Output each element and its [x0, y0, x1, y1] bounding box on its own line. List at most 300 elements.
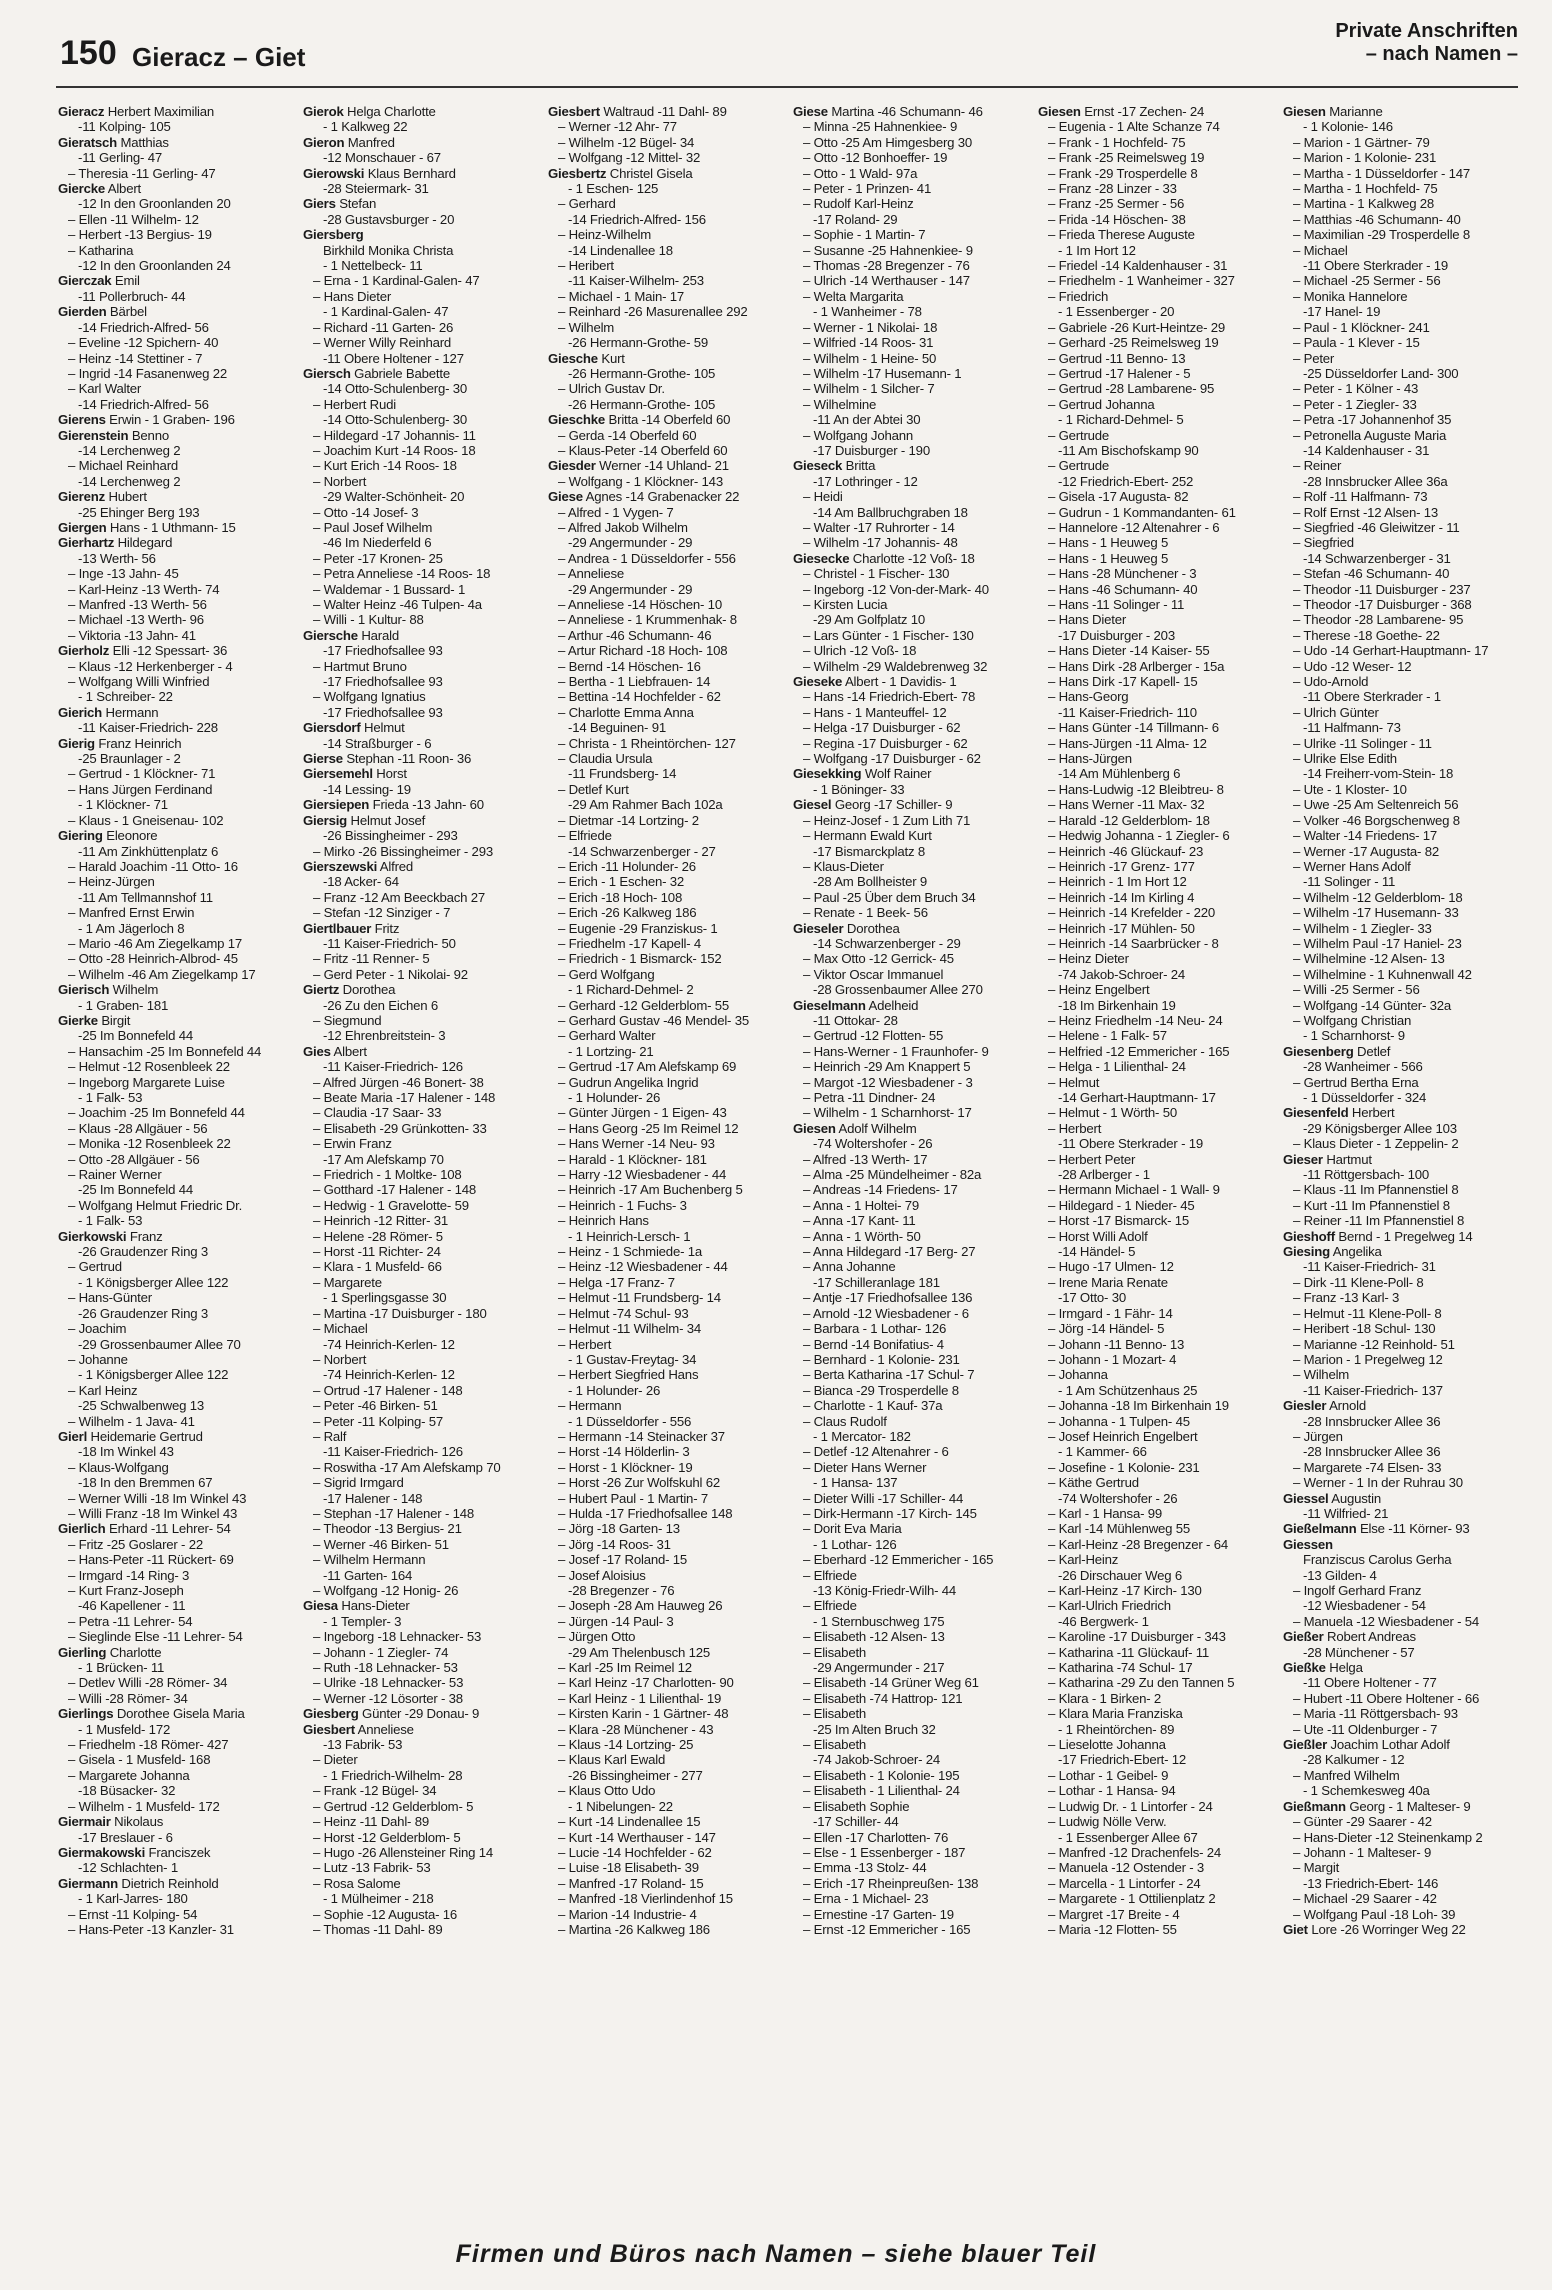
address-line: -74 Jakob-Schroer- 24: [813, 1752, 941, 1768]
section-title-line2: – nach Namen –: [1365, 43, 1518, 65]
directory-entry-line: – Thomas -28 Bregenzer - 76: [803, 258, 970, 274]
entry-details: Anneliese: [354, 1721, 414, 1737]
address-line: -46 Im Niederfeld 6: [323, 535, 432, 551]
directory-entry-line: – Joachim: [68, 1321, 127, 1337]
directory-entry-line: – Andreas -14 Friedens- 17: [803, 1182, 958, 1198]
address-line: - 1 Richard-Dehmel- 5: [1058, 412, 1184, 428]
surname: Gieschke: [548, 412, 606, 428]
address-line: - 1 Am Schützenhaus 25: [1058, 1382, 1198, 1398]
directory-entry-surname-line: [1283, 1398, 1520, 1413]
directory-entry-line: – Harald -12 Gelderblom- 18: [1048, 812, 1210, 828]
surname: Giesecke: [793, 550, 850, 566]
surname: Giesen: [1038, 104, 1081, 119]
directory-entry-line: – Sophie - 1 Martin- 7: [803, 227, 926, 243]
entry-details: Wolf Rainer: [861, 766, 932, 782]
surname: Gierisch: [58, 982, 110, 998]
directory-entry-line: – Herbert Peter: [1048, 1151, 1136, 1167]
directory-entry-line: – Udo-Arnold: [1293, 674, 1369, 690]
address-line: -28 Innsbrucker Allee 36: [1303, 1413, 1441, 1429]
surname: Gierens: [58, 412, 106, 428]
directory-entry-surname-line: [1283, 1044, 1520, 1059]
entry-details: Franz Heinrich: [94, 735, 182, 751]
directory-entry-line: – Reinhard -26 Masurenallee 292: [558, 304, 748, 320]
directory-entry-line: – Gabriele -26 Kurt-Heintze- 29: [1048, 319, 1226, 335]
address-line: - 1 Kalkweg 22: [323, 119, 408, 135]
surname: Giesel: [793, 797, 832, 813]
address-line: -28 Gustavsburger - 20: [323, 211, 455, 227]
directory-entry-line: – Ute -11 Oldenburger - 7: [1293, 1721, 1438, 1737]
address-line: -11 Garten- 164: [323, 1567, 413, 1583]
directory-entry-line: – Marion - 1 Pregelweg 12: [1293, 1351, 1443, 1367]
directory-entry-line: – Hans -28 Münchener - 3: [1048, 566, 1197, 582]
directory-entry-line: – Bianca -29 Trosperdelle 8: [803, 1382, 959, 1398]
directory-entry-line: – Ulrich Günter: [1293, 704, 1379, 720]
surname: Giesder: [548, 458, 596, 474]
directory-entry-line: – Gertrud -28 Lambarene- 95: [1048, 381, 1215, 397]
address-line: -11 Am Zinkhüttenplatz 6: [78, 843, 219, 859]
address-line: -11 Kaiser-Friedrich- 126: [323, 1059, 463, 1075]
directory-entry-surname-line: [1283, 104, 1520, 119]
directory-entry-line: – Maria -12 Flotten- 55: [1048, 1921, 1177, 1937]
entry-details: Stefan: [335, 196, 377, 212]
directory-entry-line: – Klaus -12 Herkenberger - 4: [68, 658, 233, 674]
directory-entry-line: – Therese -18 Goethe- 22: [1293, 627, 1440, 643]
section-title: [1335, 20, 1518, 66]
directory-entry-line: – Willi -25 Sermer - 56: [1293, 982, 1420, 998]
directory-entry-line: – Hulda -17 Friedhofsallee 148: [558, 1505, 733, 1521]
entry-details: Martina -46 Schumann- 46: [827, 104, 983, 119]
entry-details: Arnold: [1326, 1398, 1366, 1414]
directory-entry-line: – Paul Josef Wilhelm: [313, 519, 433, 535]
directory-entry-line: – Horst -17 Bismarck- 15: [1048, 1213, 1190, 1229]
directory-entry-line: – Manfred Ernst Erwin: [68, 905, 195, 921]
address-line: -25 Im Bonnefeld 44: [78, 1182, 193, 1198]
surname: Gieser: [1283, 1151, 1323, 1167]
directory-entry-line: – Elisabeth: [803, 1737, 867, 1753]
surname: Giersche: [303, 627, 358, 643]
directory-entry-line: – Karl -14 Mühlenweg 55: [1048, 1521, 1191, 1537]
directory-entry-line: – Marion - 1 Gärtner- 79: [1293, 134, 1430, 150]
directory-entry-surname-line: [58, 304, 295, 319]
address-line: -14 Lerchenweg 2: [78, 473, 181, 489]
entry-details: Franciszek: [145, 1844, 211, 1860]
directory-entry-line: – Wolfgang Helmut Friedric Dr.: [68, 1197, 243, 1213]
directory-entry-line: – Wilhelmine - 1 Kuhnenwall 42: [1293, 966, 1472, 982]
address-line: - 1 Kolonie- 146: [1303, 119, 1393, 135]
directory-entry-line: – Gertrude: [1048, 427, 1110, 443]
directory-entry-line: – Helmut: [1048, 1074, 1100, 1090]
address-line: -14 Straßburger - 6: [323, 735, 432, 751]
directory-entry-line: – Karl-Heinz -13 Werth- 74: [68, 581, 220, 597]
directory-entry-line: – Heinz-Wilhelm: [558, 227, 651, 243]
directory-entry-line: – Anna -17 Kant- 11: [803, 1213, 916, 1229]
address-line: Franziscus Carolus Gerha: [1303, 1552, 1452, 1568]
directory-entry-line: – Karoline -17 Duisburger - 343: [1048, 1629, 1226, 1645]
address-line: -17 Am Alefskamp 70: [323, 1151, 444, 1167]
directory-entry-surname-line: [58, 736, 295, 751]
address-line: -74 Woltershofer - 26: [1058, 1490, 1178, 1506]
directory-entry-surname-line: [58, 181, 295, 196]
directory-entry-line: – Harald - 1 Klöckner- 181: [558, 1151, 707, 1167]
directory-entry-line: – Elisabeth: [803, 1644, 867, 1660]
directory-entry-line: – Hans - 1 Manteuffel- 12: [803, 704, 947, 720]
address-line: -11 Kolping- 105: [78, 119, 171, 135]
address-line: - 1 Böninger- 33: [813, 781, 905, 797]
directory-entry-line: – Udo -12 Weser- 12: [1293, 658, 1412, 674]
directory-column-6: [1283, 104, 1520, 2234]
directory-entry-line: – Petra -17 Johannenhof 35: [1293, 412, 1452, 428]
directory-entry-line: – Hedwig - 1 Gravelotte- 59: [313, 1197, 469, 1213]
directory-entry-line: – Susanne -25 Hahnenkiee- 9: [803, 242, 973, 258]
address-line: -11 Kaiser-Friedrich- 50: [323, 935, 456, 951]
directory-entry-line: – Heribert -18 Schul- 130: [1293, 1321, 1436, 1337]
surname: Giergen: [58, 519, 107, 535]
address-line: -29 Angermunder - 29: [568, 581, 693, 597]
directory-entry-line: – Karl-Heinz: [1048, 1552, 1119, 1568]
address-line: -11 Solinger - 11: [1303, 874, 1396, 890]
directory-entry-surname-line: [303, 1706, 540, 1721]
address-line: -11 Halfmann- 73: [1303, 720, 1401, 736]
address-line: - 1 Falk- 53: [78, 1213, 143, 1229]
directory-entry-line: – Werner Willy Reinhard: [313, 335, 452, 351]
directory-entry-line: – Walter Heinz -46 Tulpen- 4a: [313, 597, 482, 612]
directory-entry-line: – Luise -18 Elisabeth- 39: [558, 1860, 699, 1876]
address-line: -18 Im Birkenhain 19: [1058, 997, 1176, 1013]
directory-entry-surname-line: [58, 1814, 295, 1829]
directory-entry-surname-line: [1283, 1152, 1520, 1167]
directory-entry-surname-line: [58, 1521, 295, 1536]
address-line: -17 Roland- 29: [813, 211, 898, 227]
entry-details: Horst: [372, 766, 407, 782]
entry-details: Bernd - 1 Pregelweg 14: [1334, 1228, 1473, 1244]
address-line: -74 Heinrich-Kerlen- 12: [323, 1367, 455, 1383]
address-line: -26 Graudenzer Ring 3: [78, 1305, 208, 1321]
address-line: - 1 Rheintörchen- 89: [1058, 1721, 1175, 1737]
directory-entry-line: – Hans-Günter: [68, 1290, 152, 1306]
directory-entry-line: – Heinrich -14 Im Kirling 4: [1048, 889, 1195, 905]
directory-entry-line: – Harry -12 Wiesbadener - 44: [558, 1167, 727, 1183]
entry-details: Else -11 Körner- 93: [1356, 1521, 1470, 1537]
address-line: - 1 Brücken- 11: [78, 1660, 165, 1676]
directory-entry-surname-line: [303, 227, 540, 242]
directory-entry-line: – Karl-Heinz -17 Kirch- 130: [1048, 1583, 1202, 1598]
directory-entry-line: – Waldemar - 1 Bussard- 1: [313, 581, 466, 597]
directory-entry-line: – Werner Hans Adolf: [1293, 858, 1411, 874]
directory-entry-line: – Manfred -13 Werth- 56: [68, 597, 207, 612]
directory-entry-line: – Charlotte - 1 Kauf- 37a: [803, 1398, 943, 1414]
directory-entry-line: – Hans-Jürgen -11 Alma- 12: [1048, 735, 1207, 751]
directory-entry-line: – Elisabeth - 1 Kolonie- 195: [803, 1767, 960, 1783]
directory-entry-line: – Werner - 1 In der Ruhrau 30: [1293, 1475, 1463, 1491]
directory-entry-surname-line: [548, 166, 785, 181]
directory-entry-line: – Horst -11 Richter- 24: [313, 1244, 441, 1260]
address-line: -11 An der Abtei 30: [813, 412, 921, 428]
entry-details: Elli -12 Spessart- 36: [109, 643, 228, 659]
directory-entry-line: – Lars Günter - 1 Fischer- 130: [803, 627, 974, 643]
directory-entry-line: – Udo -14 Gerhart-Hauptmann- 17: [1293, 643, 1489, 659]
address-line: -26 Bissingheimer - 293: [323, 828, 458, 844]
directory-entry-line: – Wilhelm -12 Bügel- 34: [558, 134, 695, 150]
address-line: -14 Händel- 5: [1058, 1244, 1136, 1260]
directory-entry-line: – Hannelore -12 Altenahrer - 6: [1048, 519, 1220, 535]
directory-entry-surname-line: [303, 813, 540, 828]
directory-entry-surname-line: [548, 458, 785, 473]
address-line: -25 Düsseldorfer Land- 300: [1303, 365, 1459, 381]
directory-entry-line: – Klara - 1 Musfeld- 66: [313, 1259, 442, 1275]
directory-entry-line: – Herbert: [1048, 1120, 1102, 1136]
address-line: - 1 Essenberger - 20: [1058, 304, 1175, 320]
directory-entry-line: – Hermann -14 Steinacker 37: [558, 1428, 725, 1444]
directory-entry-line: – Regina -17 Duisburger - 62: [803, 735, 968, 751]
entry-details: Charlotte: [106, 1644, 162, 1660]
directory-entry-line: – Frank -25 Reimelsweg 19: [1048, 150, 1205, 166]
address-line: -29 Walter-Schönheit- 20: [323, 489, 465, 505]
directory-entry-line: – Otto -14 Josef- 3: [313, 504, 419, 520]
directory-entry-line: – Klaus Otto Udo: [558, 1783, 656, 1799]
directory-entry-line: – Helmut -74 Schul- 93: [558, 1305, 689, 1321]
directory-entry-line: – Eugenia - 1 Alte Schanze 74: [1048, 119, 1220, 135]
directory-entry-line: – Lieselotte Johanna: [1048, 1737, 1166, 1753]
directory-entry-line: – Heinz Engelbert: [1048, 982, 1150, 998]
entry-details: Agnes -14 Grabenacker 22: [582, 489, 740, 505]
directory-entry-line: – Karl Walter: [68, 381, 142, 397]
directory-entry-line: – Helga - 1 Lilienthal- 24: [1048, 1059, 1186, 1075]
address-line: -14 Freiherr-vom-Stein- 18: [1303, 766, 1454, 782]
surname: Giesa: [303, 1598, 338, 1614]
directory-entry-line: – Manuela -12 Wiesbadener - 54: [1293, 1613, 1480, 1629]
address-line: -46 Bergwerk- 1: [1058, 1613, 1149, 1629]
address-line: -26 Hermann-Grothe- 105: [568, 396, 716, 412]
surname: Gierenstein: [58, 427, 129, 443]
directory-entry-line: – Katharina -74 Schul- 17: [1048, 1660, 1193, 1676]
directory-entry-line: – Erich -26 Kalkweg 186: [558, 905, 697, 921]
directory-entry-line: – Helfried -12 Emmericher - 165: [1048, 1043, 1230, 1059]
surname: Gierczak: [58, 273, 112, 289]
directory-entry-line: – Friedrich - 1 Moltke- 108: [313, 1167, 462, 1183]
directory-entry-line: – Anneliese - 1 Krummenhak- 8: [558, 612, 737, 628]
directory-entry-line: – Erich -17 Rheinpreußen- 138: [803, 1875, 979, 1891]
directory-entry-line: – Horst -12 Gelderblom- 5: [313, 1829, 461, 1845]
entry-details: Joachim Lothar Adolf: [1327, 1737, 1450, 1753]
entry-details: Dorothee Gisela Maria: [113, 1706, 245, 1722]
directory-entry-line: – Kirsten Lucia: [803, 597, 888, 612]
entry-details: Adelheid: [865, 997, 919, 1013]
directory-entry-line: – Mario -46 Am Ziegelkamp 17: [68, 935, 242, 951]
address-line: - 1 Karl-Jarres- 180: [78, 1891, 188, 1907]
surname: Giesbert: [548, 104, 600, 119]
entry-details: Georg - 1 Malteser- 9: [1345, 1798, 1471, 1814]
directory-entry-line: – Siegfried: [1293, 535, 1354, 551]
address-line: -11 Frundsberg- 14: [568, 766, 677, 782]
surname: Giese: [548, 489, 583, 505]
directory-entry-surname-line: [548, 412, 785, 427]
directory-entry-line: – Karl - 1 Hansa- 99: [1048, 1505, 1163, 1521]
directory-entry-line: – Manfred -12 Drachenfels- 24: [1048, 1844, 1222, 1860]
address-line: - 1 Sternbuschweg 175: [813, 1613, 945, 1629]
surname: Giersch: [303, 365, 351, 381]
surname: Giers: [303, 196, 336, 212]
directory-entry-line: – Hans -11 Solinger - 11: [1048, 597, 1185, 612]
entry-details: Hartmut: [1322, 1151, 1372, 1167]
entry-details: Waltraud -11 Dahl- 89: [599, 104, 727, 119]
surname: Gierlich: [58, 1521, 106, 1537]
surname: Giertlbauer: [303, 920, 372, 936]
directory-entry-line: – Petra -11 Lehrer- 54: [68, 1613, 193, 1629]
directory-entry-surname-line: [58, 535, 295, 550]
address-line: - 1 Gustav-Freytag- 34: [568, 1351, 697, 1367]
directory-entry-line: – Werner -12 Lösorter - 38: [313, 1690, 463, 1706]
surname: Gieselmann: [793, 997, 866, 1013]
directory-entry-line: – Walter -14 Friedens- 17: [1293, 828, 1438, 844]
directory-entry-line: – Joseph -28 Am Hauweg 26: [558, 1598, 723, 1614]
entry-details: Hermann: [102, 704, 159, 720]
directory-entry-line: – Max Otto -12 Gerrick- 45: [803, 951, 954, 967]
entry-details: Detlef: [1353, 1043, 1391, 1059]
directory-entry-line: – Lothar - 1 Hansa- 94: [1048, 1783, 1176, 1799]
surname: Giesenberg: [1283, 1043, 1354, 1059]
address-line: -11 Obere Holtener - 77: [1303, 1675, 1437, 1691]
directory-entry-line: – Gerd Wolfgang: [558, 966, 655, 982]
directory-entry-line: – Detlev Willi -28 Römer- 34: [68, 1675, 228, 1691]
address-line: - 1 Mülheimer - 218: [323, 1891, 434, 1907]
directory-entry-line: – Antje -17 Friedhofsallee 136: [803, 1290, 973, 1306]
address-line: -74 Heinrich-Kerlen- 12: [323, 1336, 455, 1352]
directory-entry-line: – Helene -28 Römer- 5: [313, 1228, 443, 1244]
directory-entry-line: – Lutz -13 Fabrik- 53: [313, 1860, 431, 1876]
surname: Gießelmann: [1283, 1521, 1357, 1537]
directory-entry-line: – Hermann Michael - 1 Wall- 9: [1048, 1182, 1220, 1198]
directory-entry-line: – Heinrich -14 Krefelder - 220: [1048, 905, 1215, 921]
directory-entry-line: – Otto -28 Heinrich-Albrod- 45: [68, 951, 238, 967]
entry-details: Herbert: [1348, 1105, 1395, 1121]
directory-entry-surname-line: [793, 998, 1030, 1013]
directory-entry-line: – Kurt Franz-Joseph: [68, 1583, 184, 1598]
address-line: - 1 Düsseldorfer - 556: [568, 1413, 692, 1429]
directory-entry-surname-line: [303, 104, 540, 119]
directory-entry-line: – Peter: [1293, 350, 1335, 366]
surname: Gierl: [58, 1428, 88, 1444]
address-line: -11 Röttgersbach- 100: [1303, 1167, 1430, 1183]
address-line: -17 Halener - 148: [323, 1490, 423, 1506]
surname: Giesbertz: [548, 165, 607, 181]
directory-entry-line: – Kurt -11 Im Pfannenstiel 8: [1293, 1197, 1450, 1213]
directory-entry-line: – Hans-Jürgen: [1048, 751, 1132, 767]
directory-entry-line: – Inge -13 Jahn- 45: [68, 566, 179, 582]
directory-entry-line: – Hans-Werner - 1 Fraunhofer- 9: [803, 1043, 989, 1059]
directory-entry-line: – Wilhelmine -12 Alsen- 13: [1293, 951, 1445, 967]
directory-entry-line: – Wolfgang -14 Günter- 32a: [1293, 997, 1452, 1013]
entry-details: Eleonore: [102, 828, 158, 844]
directory-entry-line: – Bernhard - 1 Kolonie- 231: [803, 1351, 960, 1367]
address-line: -14 Gerhart-Hauptmann- 17: [1058, 1090, 1216, 1105]
directory-entry-line: – Martha - 1 Hochfeld- 75: [1293, 181, 1438, 197]
directory-entry-line: – Stefan -46 Schumann- 40: [1293, 566, 1450, 582]
directory-entry-line: – Alfred -13 Werth- 17: [803, 1151, 928, 1167]
entry-details: Klaus Bernhard: [364, 165, 456, 181]
directory-entry-line: – Gertrud Bertha Erna: [1293, 1074, 1419, 1090]
directory-entry-line: – Helmut -11 Frundsberg- 14: [558, 1290, 721, 1306]
directory-entry-line: – Hans Werner -11 Max- 32: [1048, 797, 1205, 813]
address-line: - 1 Eschen- 125: [568, 181, 659, 197]
directory-entry-line: – Theodor -28 Lambarene- 95: [1293, 612, 1464, 628]
address-line: -25 Ehinger Berg 193: [78, 504, 200, 520]
address-line: -14 Friedrich-Alfred- 56: [78, 319, 209, 335]
directory-entry-line: – Alfred Jakob Wilhelm: [558, 519, 688, 535]
directory-entry-line: – Joachim -25 Im Bonnefeld 44: [68, 1105, 245, 1121]
address-line: -25 Im Bonnefeld 44: [78, 1028, 193, 1044]
header-divider: [56, 86, 1518, 88]
directory-entry-surname-line: [303, 982, 540, 997]
directory-entry-line: – Gertrud: [68, 1259, 122, 1275]
directory-entry-surname-line: [1283, 1799, 1520, 1814]
directory-entry-line: – Petra -11 Dindner- 24: [803, 1090, 936, 1105]
address-line: -14 Lerchenweg 2: [78, 442, 181, 458]
directory-entry-line: – Heinrich - 1 Im Hort 12: [1048, 874, 1187, 890]
directory-entry-surname-line: [58, 135, 295, 150]
entry-details: Emil: [111, 273, 140, 289]
directory-entry-line: – Hartmut Bruno: [313, 658, 407, 674]
directory-entry-surname-line: [1283, 1922, 1520, 1937]
address-line: - 1 Düsseldorfer - 324: [1303, 1090, 1427, 1105]
directory-entry-line: – Wolfgang Christian: [1293, 1012, 1412, 1028]
address-line: - 1 Hansa- 137: [813, 1475, 898, 1491]
directory-entry-line: – Wolfgang Willi Winfried: [68, 674, 210, 690]
directory-entry-line: – Franz -13 Karl- 3: [1293, 1290, 1400, 1306]
directory-entry-line: – Michael -29 Saarer - 42: [1293, 1891, 1437, 1907]
section-title-line1: Private Anschriften: [1335, 20, 1518, 42]
directory-entry-line: – Elisabeth Sophie: [803, 1798, 910, 1814]
address-line: - 1 Sperlingsgasse 30: [323, 1290, 447, 1306]
directory-entry-line: – Hans Jürgen Ferdinand: [68, 781, 213, 797]
entry-details: Albert: [105, 181, 141, 197]
directory-entry-line: – Margret -17 Breite - 4: [1048, 1906, 1180, 1922]
directory-entry-line: – Christa - 1 Rheintörchen- 127: [558, 735, 736, 751]
address-line: -28 Arlberger - 1: [1058, 1167, 1150, 1183]
address-line: -17 Schilleranlage 181: [813, 1274, 940, 1290]
surname: Giesen: [793, 1120, 836, 1136]
directory-entry-line: – Karl-Ulrich Friedrich: [1048, 1598, 1171, 1614]
directory-entry-line: – Wilhelm - 1 Scharnhorst- 17: [803, 1105, 972, 1121]
directory-entry-line: – Frieda Therese Auguste: [1048, 227, 1195, 243]
directory-entry-line: – Wilhelm -17 Husemann- 1: [803, 365, 962, 381]
surname: Giersemehl: [303, 766, 373, 782]
directory-entry-line: – Irmgard - 1 Fähr- 14: [1048, 1305, 1173, 1321]
directory-entry-line: – Heinrich -46 Glückauf- 23: [1048, 843, 1204, 859]
surname: Gierlings: [58, 1706, 114, 1722]
address-line: - 1 Scharnhorst- 9: [1303, 1028, 1405, 1044]
directory-entry-line: – Berta Katharina -17 Schul- 7: [803, 1367, 975, 1383]
entry-details: Augustin: [1328, 1490, 1381, 1506]
directory-entry-line: – Gertrud -12 Gelderblom- 5: [313, 1798, 474, 1814]
directory-entry-line: – Theodor -13 Bergius- 21: [313, 1521, 462, 1537]
entry-details: Hans - 1 Uthmann- 15: [106, 519, 236, 535]
directory-entry-line: – Detlef -12 Altenahrer - 6: [803, 1444, 949, 1460]
address-line: -11 Kaiser-Wilhelm- 253: [568, 273, 704, 289]
directory-entry-line: – Harald Joachim -11 Otto- 16: [68, 858, 238, 874]
directory-entry-line: – Eveline -12 Spichern- 40: [68, 335, 219, 351]
directory-entry-surname-line: [58, 489, 295, 504]
directory-entry-line: – Ernestine -17 Garten- 19: [803, 1906, 954, 1922]
directory-entry-line: – Jörg -18 Garten- 13: [558, 1521, 680, 1537]
directory-entry-line: – Franz -25 Sermer - 56: [1048, 196, 1185, 212]
directory-entry-line: – Ingeborg Margarete Luise: [68, 1074, 225, 1090]
entry-details: Robert Andreas: [1323, 1629, 1416, 1645]
directory-entry-line: – Margarete -74 Elsen- 33: [1293, 1459, 1442, 1475]
directory-entry-line: – Margarete Johanna: [68, 1767, 190, 1783]
directory-entry-line: – Petra Anneliese -14 Roos- 18: [313, 566, 491, 582]
directory-entry-line: – Ernst -12 Emmericher - 165: [803, 1921, 971, 1937]
directory-entry-line: – Gertrud -17 Am Alefskamp 69: [558, 1059, 737, 1075]
